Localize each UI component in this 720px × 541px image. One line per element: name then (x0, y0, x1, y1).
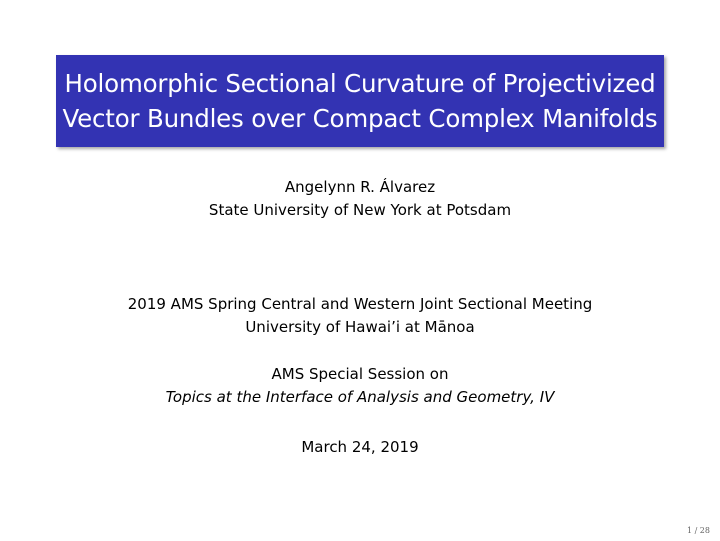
author-name: Angelynn R. Álvarez (284, 178, 436, 196)
meeting-venue: University of Hawai’i at Mānoa (245, 318, 475, 336)
author-institute: State University of New York at Potsdam (208, 201, 512, 219)
title-box (56, 55, 664, 147)
session-name: AMS Special Session on (271, 365, 449, 383)
session-topic: Topics at the Interface of Analysis and Geometry, IV (165, 388, 555, 406)
page-number: 1 / 28 (686, 526, 710, 535)
title-line-1: Holomorphic Sectional Curvature of Projectivized (64, 69, 656, 98)
meeting-name: 2019 AMS Spring Central and Western Joint Sectional Meeting (127, 295, 593, 313)
title-line-2: Vector Bundles over Compact Complex Manifolds (62, 104, 658, 133)
presentation-date: March 24, 2019 (301, 438, 419, 456)
